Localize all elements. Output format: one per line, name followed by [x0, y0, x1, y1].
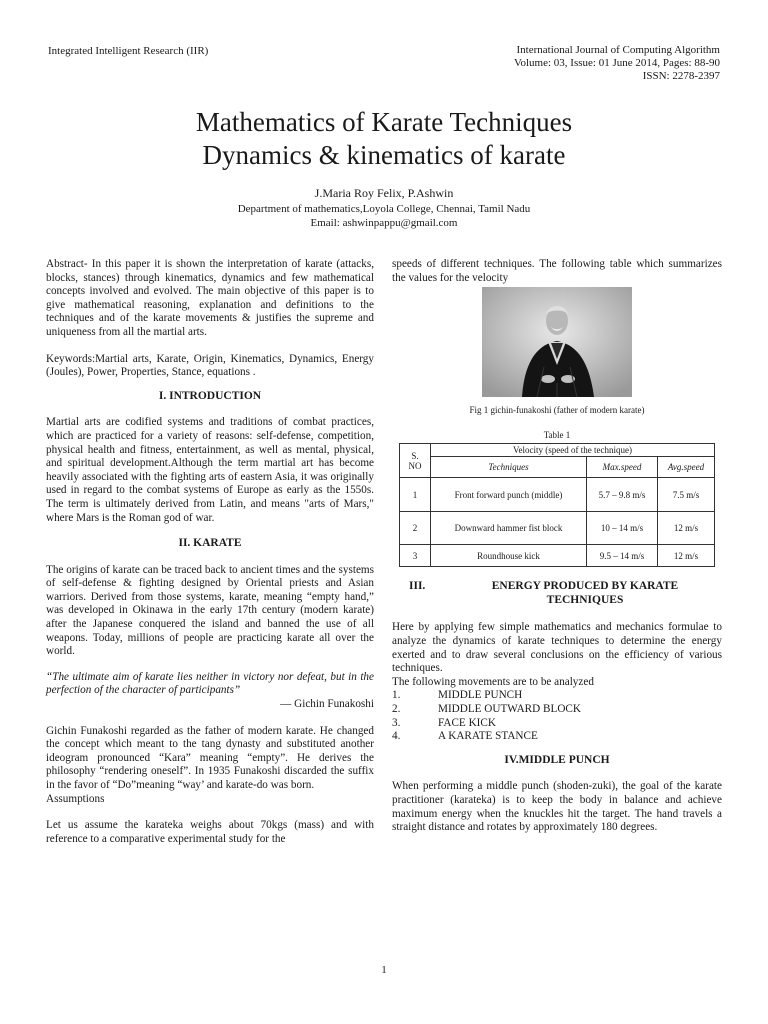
max-speed-value: 10 – 14 m/s: [587, 512, 658, 545]
assumptions-heading: Assumptions: [46, 792, 105, 805]
section-karate-heading: II. KARATE: [178, 537, 242, 550]
quote-author: — Gichin Funakoshi: [280, 698, 374, 711]
row-number: 2: [400, 512, 431, 545]
max-speed-value: 9.5 – 14 m/s: [587, 545, 658, 567]
author-email: Email: ashwinpappu@gmail.com: [310, 217, 458, 229]
avg-speed-value: 7.5 m/s: [658, 478, 715, 512]
middle-punch-paragraph: When performing a middle punch (shoden-zuki), the goal of the karate practitioner (karateka) is to keep the body in balance and achieve maximum energy when the knuckles hit the target. The hand travels a straight distance and rotates by approximately 180 degrees.: [392, 780, 722, 834]
movements-intro: The following movements are to be analyzed: [392, 675, 594, 688]
technique-name: Downward hammer fist block: [431, 512, 587, 545]
list-item: 3. FACE KICK: [392, 716, 496, 729]
karate-paragraph: The origins of karate can be traced back to ancient times and the systems of self-defense & fighting designed by Oriental priests and Asian warriors. Derived from those systems, karate, meaning “empty hand,” was developed in Okinawa in the early 17th century (modern karate) after the Japanese conquered the island and banned the use of all weapons. Today, millions of people are practicing karate all over the world.: [46, 563, 374, 658]
abstract: Abstract- In this paper it is shown the interpretation of karate (attacks, blocks, stances) through kinematics, dynamics and few mathematical concepts involved and evolved. The main objective of this paper is to give mathematical reasoning, explanation and definitions to the techniques and of the karate movements & justifies the supreme and uniqueness from all the martial arts.: [46, 258, 374, 338]
page-number: 1: [381, 964, 387, 976]
title-line-1: Mathematics of Karate Techniques: [195, 107, 573, 137]
table-row: [400, 512, 715, 545]
right-column: [392, 258, 722, 835]
velocity-group-header: Velocity (speed of the technique): [431, 444, 715, 457]
journal-issn: ISSN: 2278-2397: [642, 70, 720, 82]
author-affiliation: [0, 202, 768, 230]
row-number: 1: [400, 478, 431, 512]
funakoshi-quote: “The ultimate aim of karate lies neither in victory nor defeat, but in the perfection of the character of participants”: [46, 670, 374, 697]
technique-name: Front forward punch (middle): [431, 478, 587, 512]
list-item: 2. MIDDLE OUTWARD BLOCK: [392, 702, 581, 715]
journal-info: [514, 44, 720, 83]
table-row: [400, 478, 715, 512]
max-speed-header: Max.speed: [587, 457, 658, 478]
list-item: 1. MIDDLE PUNCH: [392, 689, 523, 702]
journal-name: International Journal of Computing Algorithm: [516, 44, 720, 56]
table-caption: Table 1: [543, 429, 571, 440]
funakoshi-paragraph: Gichin Funakoshi regarded as the father of modern karate. He changed the concept which meant to the tang dynasty and substituted another ideogram pronounced “Kara” meaning “empty”. He derives the philosophy “rendering oneself”. In 1935 Funakoshi discarded the suffix in the favor of “Do”meaning “way’ and karate-do was born.: [46, 724, 374, 791]
introduction-paragraph: Martial arts are codified systems and traditions of combat practices, which are practiced for a variety of reasons: self-defense, competition, physical health and fitness, entertainment, as well as mental, physical, and spiritual development.Although the term martial art has become heavily associated with the fighting arts of eastern Asia, it was originally used in regard to the combat systems of Europe as early as the 1550s. The term is ultimately derived from Latin, and means "arts of Mars," where Mars is the Roman god of war.: [46, 416, 374, 524]
title-line-2: Dynamics & kinematics of karate: [202, 140, 566, 170]
sno-header: S. NO: [400, 444, 431, 478]
section-energy-number: III.: [409, 580, 426, 593]
velocity-table: [399, 443, 715, 567]
figure-caption: Fig 1 gichin-funakoshi (father of modern karate): [469, 405, 645, 416]
section-energy-heading: [392, 579, 722, 607]
section-middle-punch-heading: IV.MIDDLE PUNCH: [504, 753, 610, 766]
paper-title: [0, 106, 768, 172]
funakoshi-photo: [482, 287, 632, 397]
velocity-intro: speeds of different techniques. The following table which summarizes the values for the velocity: [392, 258, 722, 284]
avg-speed-value: 12 m/s: [658, 512, 715, 545]
row-number: 3: [400, 545, 431, 567]
energy-paragraph: Here by applying few simple mathematics and mechanics formulae to analyze the dynamics of karate techniques to determine the energy exerted and to draw several conclusions on the efficiency of various techniques.: [392, 621, 722, 675]
paper-authors: J.Maria Roy Felix, P.Ashwin: [314, 186, 454, 200]
avg-speed-value: 12 m/s: [658, 545, 715, 567]
affiliation-text: Department of mathematics,Loyola College, Chennai, Tamil Nadu: [237, 203, 531, 215]
technique-name: Roundhouse kick: [431, 545, 587, 567]
avg-speed-header: Avg.speed: [658, 457, 715, 478]
section-energy-title: ENERGY PRODUCED BY KARATE TECHNIQUES: [491, 580, 679, 607]
keywords: Keywords:Martial arts, Karate, Origin, Kinematics, Dynamics, Energy (Joules), Power, Properties, Stance, equations .: [46, 352, 374, 379]
techniques-header: Techniques: [431, 457, 587, 478]
list-item: 4. A KARATE STANCE: [392, 730, 538, 743]
table-row: [400, 545, 715, 567]
journal-publisher: Integrated Intelligent Research (IIR): [48, 45, 209, 57]
journal-volume: Volume: 03, Issue: 01 June 2014, Pages: 88-90: [513, 57, 720, 69]
assumptions-paragraph: Let us assume the karateka weighs about 70kgs (mass) and with reference to a comparative experimental study for the: [46, 819, 374, 845]
movements-list: [392, 689, 722, 743]
section-introduction-heading: I. INTRODUCTION: [158, 389, 262, 402]
max-speed-value: 5.7 – 9.8 m/s: [587, 478, 658, 512]
left-column: [46, 258, 374, 846]
